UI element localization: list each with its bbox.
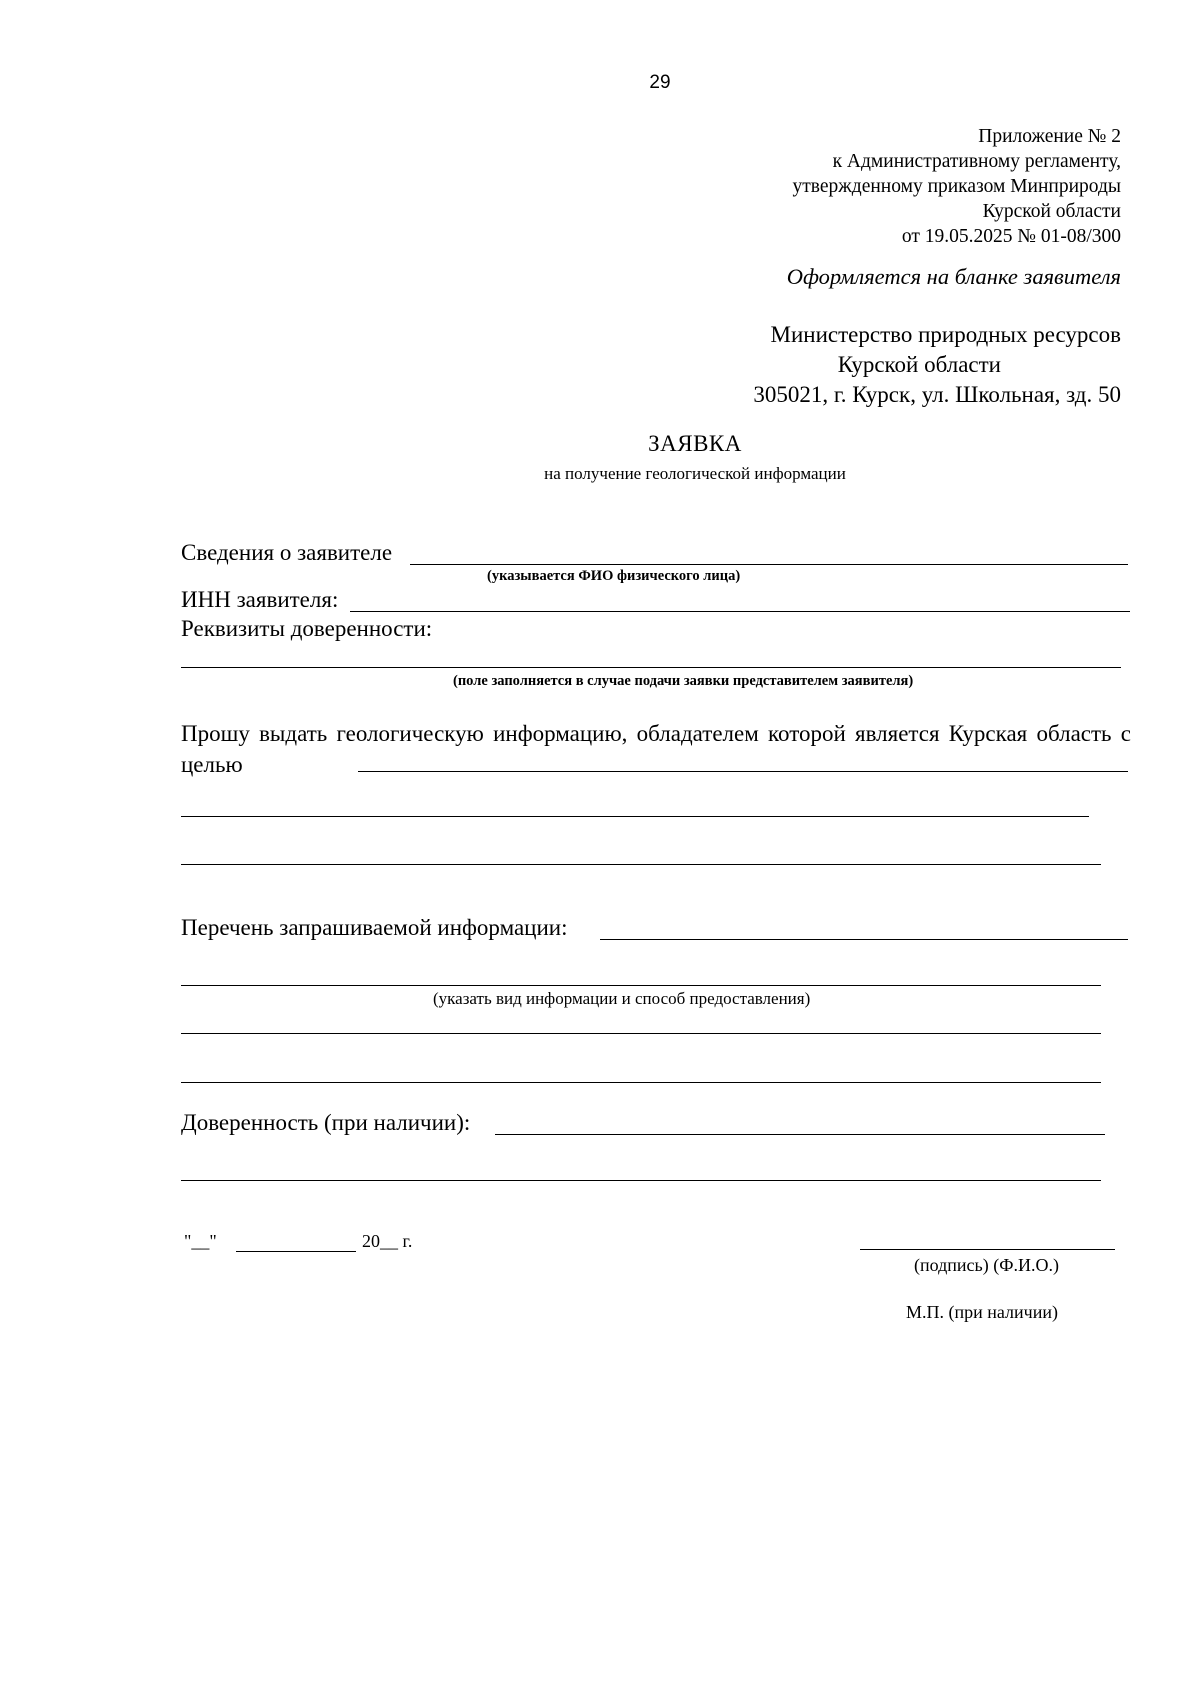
appendix-line: от 19.05.2025 № 01-08/300 <box>901 226 1121 247</box>
info-list-label: Перечень запрашиваемой информации: <box>181 915 568 940</box>
addressee-line: Курской области <box>837 352 1001 377</box>
appendix-line: Приложение № 2 <box>978 126 1121 147</box>
inn-label: ИНН заявителя: <box>181 587 339 612</box>
info-list-field-line-3[interactable] <box>181 1033 1101 1034</box>
date-month-line[interactable] <box>236 1251 356 1252</box>
info-list-field-line-2[interactable] <box>181 985 1101 986</box>
purpose-field-line-2[interactable] <box>181 816 1089 817</box>
date-day-quote: "__" <box>184 1231 217 1251</box>
info-list-field-line-1[interactable] <box>600 939 1128 940</box>
signature-hint: (подпись) (Ф.И.О.) <box>914 1255 1059 1275</box>
signature-line[interactable] <box>860 1249 1115 1250</box>
letterhead-note: Оформляется на бланке заявителя <box>786 264 1121 289</box>
appendix-block <box>793 124 1121 249</box>
request-paragraph: Прошу выдать геологическую информацию, обладателем которой является Курская область с целью <box>181 721 1131 777</box>
addressee-line: Министерство природных ресурсов <box>770 322 1121 347</box>
addressee-line: 305021, г. Курск, ул. Школьная, зд. 50 <box>753 382 1121 407</box>
page-number: 29 <box>649 72 671 93</box>
applicant-label: Сведения о заявителе <box>181 540 393 565</box>
appendix-line: к Административному регламенту, <box>832 151 1121 172</box>
applicant-field-line[interactable] <box>410 564 1128 565</box>
applicant-hint: (указывается ФИО физического лица) <box>487 568 741 584</box>
poa-field-line-2[interactable] <box>181 1180 1101 1181</box>
stamp-note: М.П. (при наличии) <box>906 1302 1058 1322</box>
addressee-block <box>753 320 1121 410</box>
poa-details-hint: (поле заполняется в случае подачи заявки представителем заявителя) <box>453 673 914 689</box>
purpose-field-line-3[interactable] <box>181 864 1101 865</box>
info-list-hint: (указать вид информации и способ предоставления) <box>433 989 811 1008</box>
appendix-line: Курской области <box>982 201 1121 222</box>
poa-details-field-line[interactable] <box>181 667 1121 668</box>
poa-label: Доверенность (при наличии): <box>181 1110 471 1135</box>
poa-details-label: Реквизиты доверенности: <box>181 616 433 641</box>
purpose-field-line-1[interactable] <box>358 771 1128 772</box>
poa-field-line-1[interactable] <box>495 1134 1105 1135</box>
inn-field-line[interactable] <box>350 611 1130 612</box>
document-title: ЗАЯВКА <box>648 431 742 456</box>
document-subtitle: на получение геологической информации <box>544 464 846 483</box>
date-year: 20__ г. <box>362 1231 413 1251</box>
appendix-line: утвержденному приказом Минприроды <box>792 176 1121 197</box>
info-list-field-line-4[interactable] <box>181 1082 1101 1083</box>
